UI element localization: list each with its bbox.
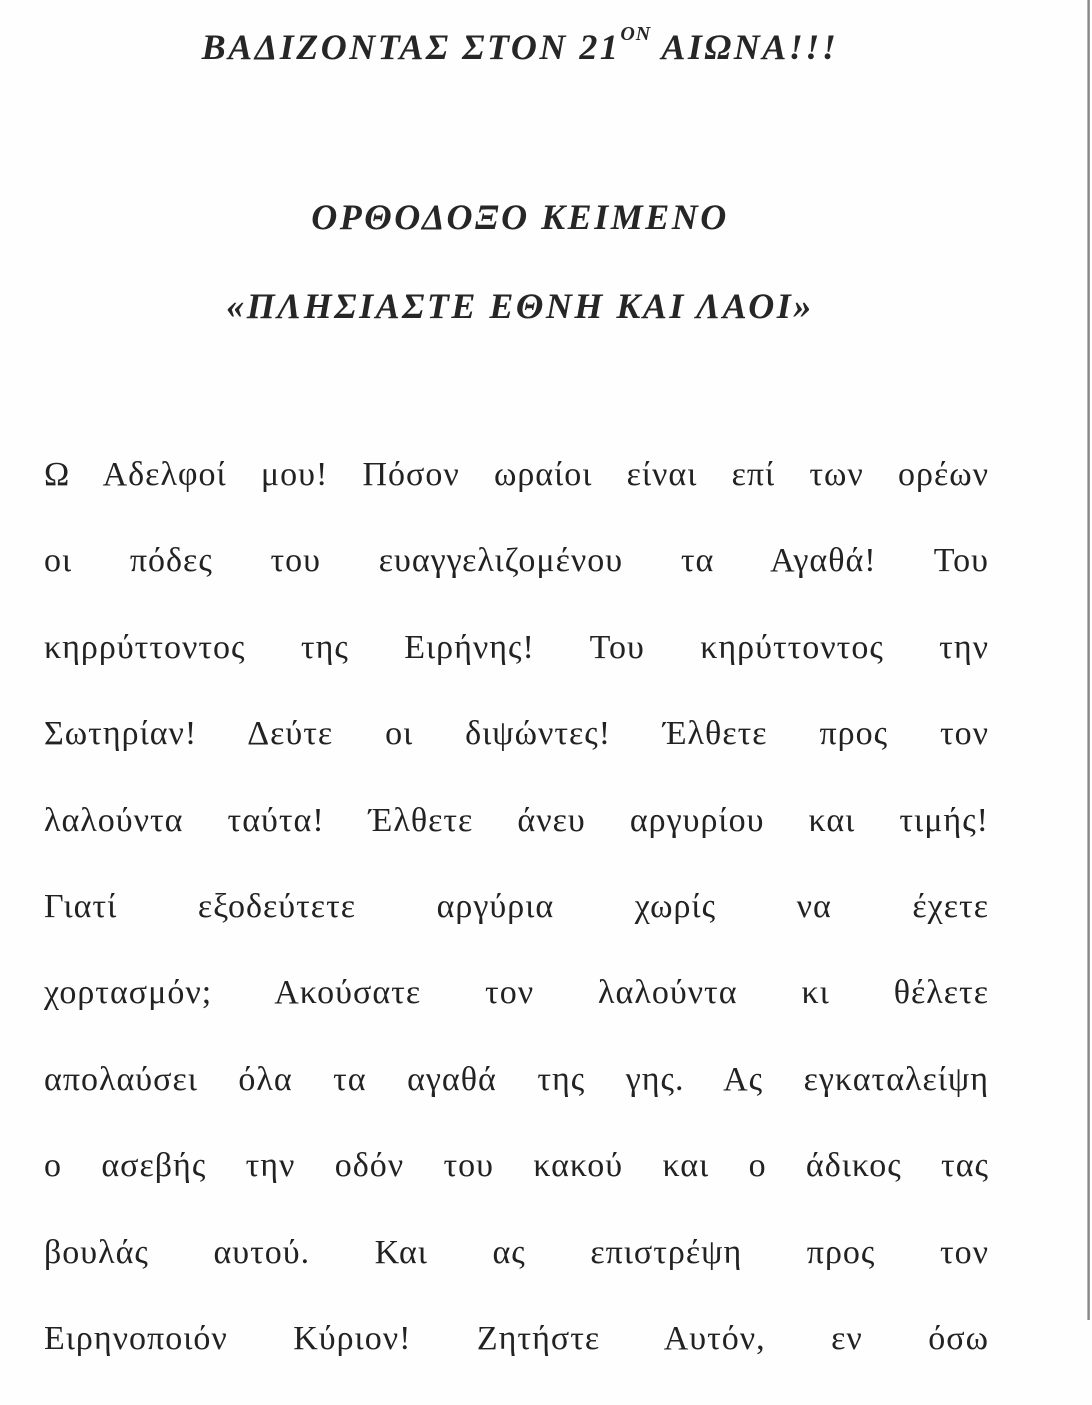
- document-title: [0, 23, 1040, 68]
- body-line: χορτασμόν; Ακούσατε τον λαλούντα κι θέλετε: [44, 974, 989, 1011]
- document-subtitle-2: «ΠΛΗΣΙΑΣΤΕ ΕΘΝΗ ΚΑΙ ΛΑΟΙ»: [226, 286, 814, 326]
- body-line: Ειρηνοποιόν Κύριον! Ζητήστε Αυτόν, εν όσω: [44, 1320, 989, 1357]
- body-line: λαλούντα ταύτα! Έλθετε άνευ αργυρίου και τιμής!: [44, 802, 989, 839]
- body-line: Γιατί εξοδεύτετε αργύρια χωρίς να έχετε: [44, 888, 989, 925]
- body-line: Ω Αδελφοί μου! Πόσον ωραίοι είναι επί των ορέων: [44, 456, 989, 493]
- body-line: Σωτηρίαν! Δεύτε οι διψώντες! Έλθετε προς τον: [44, 715, 989, 752]
- document-subtitle-1: ΟΡΘΟΔΟΞΟ ΚΕΙΜΕΝΟ: [311, 197, 729, 237]
- body-line: κηρρύττοντος της Ειρήνης! Του κηρύττοντος την: [44, 629, 989, 666]
- title-end: ΑΙΩΝΑ!!!: [661, 27, 839, 67]
- body-line: οι πόδες του ευαγγελιζομένου τα Αγαθά! Του: [44, 542, 989, 579]
- title-superscript: ΟΝ: [620, 23, 652, 45]
- body-line: βουλάς αυτού. Και ας επιστρέψη προς τον: [44, 1234, 989, 1271]
- title-main: ΒΑΔΙΖΟΝΤΑΣ ΣΤΟΝ 21: [201, 27, 621, 67]
- body-line: ο ασεβής την οδόν του κακού και ο άδικος τας: [44, 1147, 989, 1184]
- scan-edge-line: [1087, 0, 1090, 1320]
- body-line: απολαύσει όλα τα αγαθά της γης. Ας εγκαταλείψη: [44, 1061, 989, 1098]
